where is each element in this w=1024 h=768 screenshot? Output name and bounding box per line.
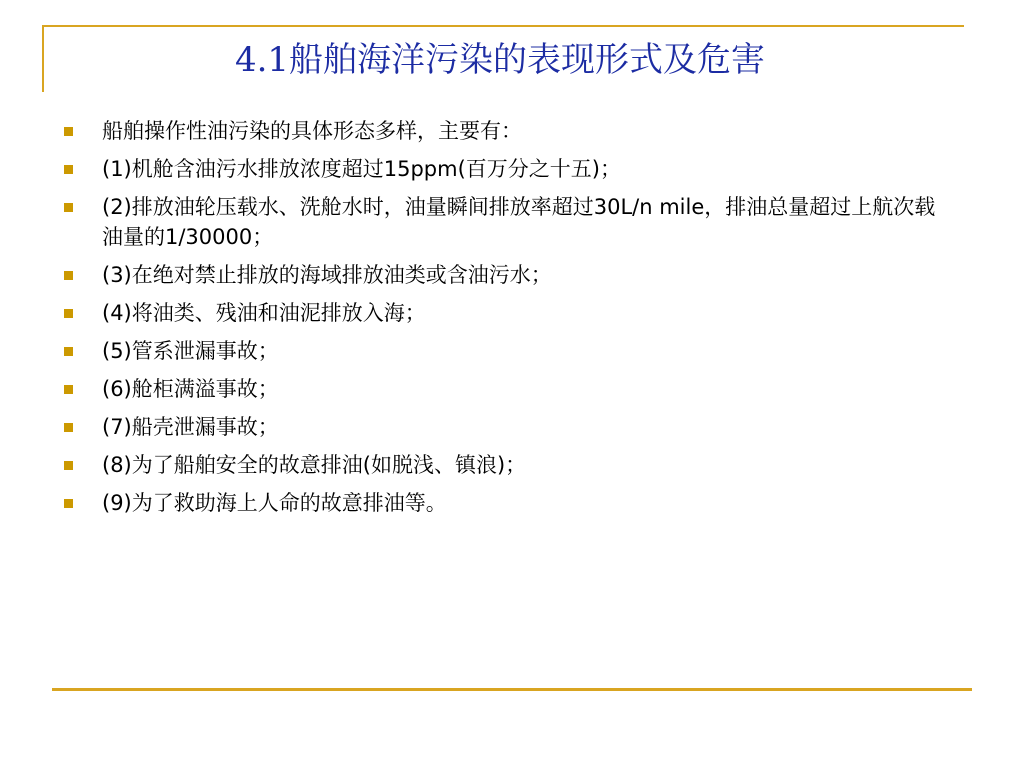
square-bullet-icon xyxy=(64,165,73,174)
bullet-text: (8)为了船舶安全的故意排油(如脱浅、镇浪)； xyxy=(102,453,527,477)
bullet-text: (7)船壳泄漏事故； xyxy=(102,415,279,439)
bullet-text: (4)将油类、残油和油泥排放入海； xyxy=(102,301,426,325)
square-bullet-icon xyxy=(64,347,73,356)
bullet-item xyxy=(64,336,964,366)
square-bullet-icon xyxy=(64,385,73,394)
slide-title: 4.1船舶海洋污染的表现形式及危害 xyxy=(234,40,766,80)
bullet-item xyxy=(64,374,964,404)
square-bullet-icon xyxy=(64,203,73,212)
bullet-text: (9)为了救助海上人命的故意排油等。 xyxy=(102,491,447,515)
square-bullet-icon xyxy=(64,499,73,508)
bullet-item xyxy=(64,116,964,146)
bullet-text: (1)机舱含油污水排放浓度超过15ppm(百万分之十五)； xyxy=(102,157,621,181)
square-bullet-icon xyxy=(64,461,73,470)
square-bullet-icon xyxy=(64,423,73,432)
bullet-item xyxy=(64,260,964,290)
bullet-item xyxy=(64,154,964,184)
square-bullet-icon xyxy=(64,309,73,318)
bullet-item xyxy=(64,412,964,442)
bullet-text: 船舶操作性油污染的具体形态多样，主要有： xyxy=(102,119,522,143)
frame-left-rule xyxy=(42,26,44,92)
bullet-text: (3)在绝对禁止排放的海域排放油类或含油污水； xyxy=(102,263,552,287)
bullet-item xyxy=(64,450,964,480)
frame-top-rule xyxy=(42,25,964,27)
bullet-item xyxy=(64,298,964,328)
bullet-text: (5)管系泄漏事故； xyxy=(102,339,279,363)
footer-rule xyxy=(52,688,972,691)
square-bullet-icon xyxy=(64,127,73,136)
bullet-item xyxy=(64,192,964,252)
bullet-text: (2)排放油轮压载水、洗舱水时，油量瞬间排放率超过30L/n mile，排油总量超过上航次载油量的1/30000； xyxy=(102,195,936,249)
bullet-item xyxy=(64,488,964,518)
square-bullet-icon xyxy=(64,271,73,280)
bullet-text: (6)舱柜满溢事故； xyxy=(102,377,279,401)
bullet-list xyxy=(64,116,964,526)
